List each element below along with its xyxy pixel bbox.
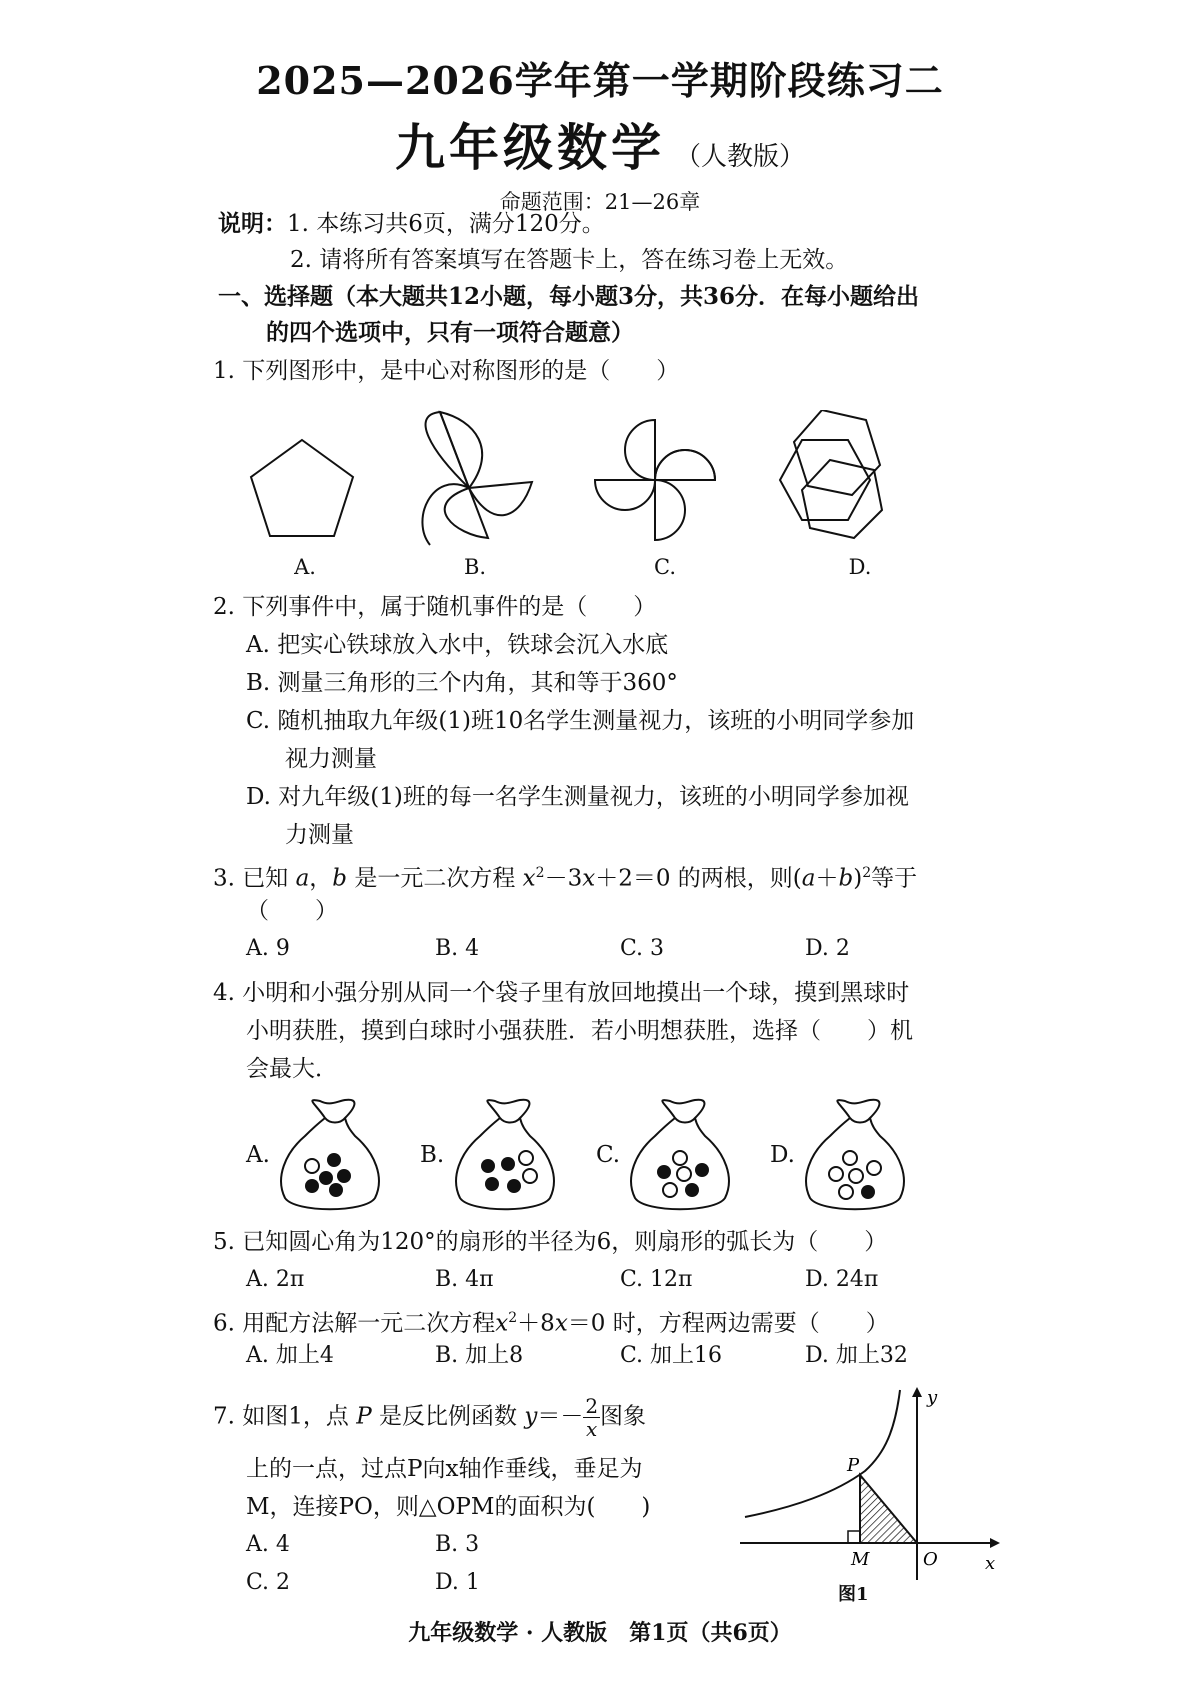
q2-option-d: D. 对九年级(1)班的每一名学生测量视力，该班的小明同学参加视 — [246, 784, 909, 810]
q1-label-c: C. — [654, 555, 676, 579]
q1-label-d: D. — [848, 555, 872, 579]
pentagon-figure — [251, 440, 353, 536]
page-footer: 九年级数学 · 人教版 第1页（共6页） — [408, 1620, 792, 1646]
exam-subject — [0, 108, 1200, 180]
q2-option-a: A. 把实心铁球放入水中，铁球会沉入水底 — [246, 632, 669, 658]
q6-stem-pre: 6. 用配方法解一元二次方程 — [213, 1310, 496, 1337]
q2-option-d-cont: 力测量 — [285, 822, 354, 848]
q4-label-d: D. — [770, 1142, 795, 1168]
m-label: M — [851, 1549, 870, 1570]
o-label: O — [923, 1549, 938, 1570]
q1-label-b: B. — [463, 555, 487, 579]
q7-line-1-post: 图象 — [600, 1403, 647, 1430]
q3-stem: 3. 已知 a，b 是一元二次方程 $x^2-3x+2=0$ 的两根，则$(a+b)^2$等于 — [213, 865, 918, 892]
figure-1-graph — [735, 1385, 1005, 1590]
q3-option-b: B. 4 — [435, 936, 480, 961]
q5-option-c: C. 12π — [620, 1267, 693, 1292]
note-1 — [218, 207, 605, 241]
q1-figures — [230, 410, 930, 550]
q2-stem: 2. 下列事件中，属于随机事件的是（ ） — [213, 594, 657, 620]
q7-line-1-pre: 7. 如图1，点 — [213, 1403, 349, 1430]
q6-option-a: A. 加上4 — [246, 1343, 334, 1368]
q1-label-a: A. — [294, 555, 316, 579]
q5-stem: 5. 已知圆心角为120°的扇形的半径为6，则扇形的弧长为（ ） — [213, 1229, 888, 1255]
q7-line-2: 上的一点，过点P向x轴作垂线，垂足为 — [246, 1456, 643, 1482]
q4-line-3: 会最大． — [246, 1056, 338, 1082]
q6-option-c: C. 加上16 — [620, 1343, 723, 1368]
subject-name: 九年级数学 — [394, 118, 665, 177]
figure-1-caption: 图1 — [838, 1584, 869, 1605]
p-label: P — [847, 1455, 860, 1476]
q6-option-d: D. 加上32 — [805, 1343, 908, 1368]
x-label: x — [985, 1553, 996, 1574]
q3-stem-mid: 是一元二次方程 — [354, 865, 516, 892]
q7-option-b: B. 3 — [435, 1532, 480, 1557]
q4-bags — [240, 1098, 940, 1218]
q3-paren: （ ） — [246, 898, 338, 924]
x-axis-arrow — [990, 1538, 1000, 1548]
y-label: y — [927, 1387, 938, 1408]
bag-a — [281, 1100, 379, 1210]
overlapping-hexagons-figure — [780, 410, 882, 538]
triangle-opm — [860, 1475, 917, 1543]
section-1-heading: 一、选择题（本大题共12小题，每小题3分，共36分．在每小题给出 — [218, 283, 920, 310]
three-petal-figure — [422, 412, 532, 545]
q3-option-c: C. 3 — [620, 936, 665, 961]
q6-stem-post: 时，方程两边需要（ ） — [612, 1310, 889, 1337]
section-1-heading-cont: 的四个选项中，只有一项符合题意） — [266, 319, 634, 346]
q3-option-a: A. 9 — [246, 936, 290, 961]
q4-label-a: A. — [246, 1142, 270, 1168]
q7-line-1-mid: 是反比例函数 — [379, 1403, 517, 1430]
q5-option-d: D. 24π — [805, 1267, 879, 1292]
exam-scope: 命题范围：21—26章 — [499, 190, 701, 214]
q5-option-b: B. 4π — [435, 1267, 494, 1292]
q4-line-2: 小明获胜，摸到白球时小强获胜．若小明想获胜，选择（ ）机 — [246, 1018, 913, 1044]
q3-stem-post: 的两根，则 — [677, 865, 793, 892]
pinwheel-figure — [595, 420, 715, 540]
y-axis-arrow — [912, 1387, 922, 1397]
bag-b — [456, 1100, 554, 1210]
edition-label: （人教版） — [674, 142, 805, 172]
q3-option-d: D. 2 — [805, 936, 850, 961]
q6-stem: 6. 用配方法解一元二次方程$x^2+8x=0$ 时，方程两边需要（ ） — [213, 1310, 889, 1337]
q4-label-b: B. — [420, 1142, 445, 1168]
q7-line-1: 7. 如图1，点 P 是反比例函数 y＝－ $\frac{2}{x}$ 图象 — [213, 1394, 647, 1441]
q3-stem-pre: 3. 已知 — [213, 865, 289, 892]
note-label: 说明： — [218, 210, 287, 237]
bag-c — [631, 1100, 729, 1210]
q3-stem-end: 等于 — [871, 865, 918, 892]
q2-option-c-cont: 视力测量 — [285, 746, 377, 772]
q6-option-b: B. 加上8 — [435, 1343, 524, 1368]
q4-label-c: C. — [596, 1142, 621, 1168]
exam-title: 2025—2026学年第一学期阶段练习二 — [256, 58, 944, 103]
q7-option-a: A. 4 — [246, 1532, 290, 1557]
note-1-text: 1. 本练习共6页，满分120分。 — [287, 211, 605, 237]
right-angle-mark — [848, 1531, 860, 1543]
q2-option-c: C. 随机抽取九年级(1)班10名学生测量视力，该班的小明同学参加 — [246, 708, 915, 734]
note-2: 2. 请将所有答案填写在答题卡上，答在练习卷上无效。 — [290, 247, 849, 273]
q1-stem: 1. 下列图形中，是中心对称图形的是（ ） — [213, 358, 680, 384]
q7-option-c: C. 2 — [246, 1570, 291, 1595]
q7-line-3: M，连接PO，则△OPM的面积为( ) — [246, 1494, 651, 1520]
q2-option-b: B. 测量三角形的三个内角，其和等于360° — [246, 670, 678, 696]
q7-option-d: D. 1 — [435, 1570, 480, 1595]
bag-d — [806, 1100, 904, 1210]
q5-option-a: A. 2π — [246, 1267, 305, 1292]
q4-line-1: 4. 小明和小强分别从同一个袋子里有放回地摸出一个球，摸到黑球时 — [213, 980, 910, 1006]
